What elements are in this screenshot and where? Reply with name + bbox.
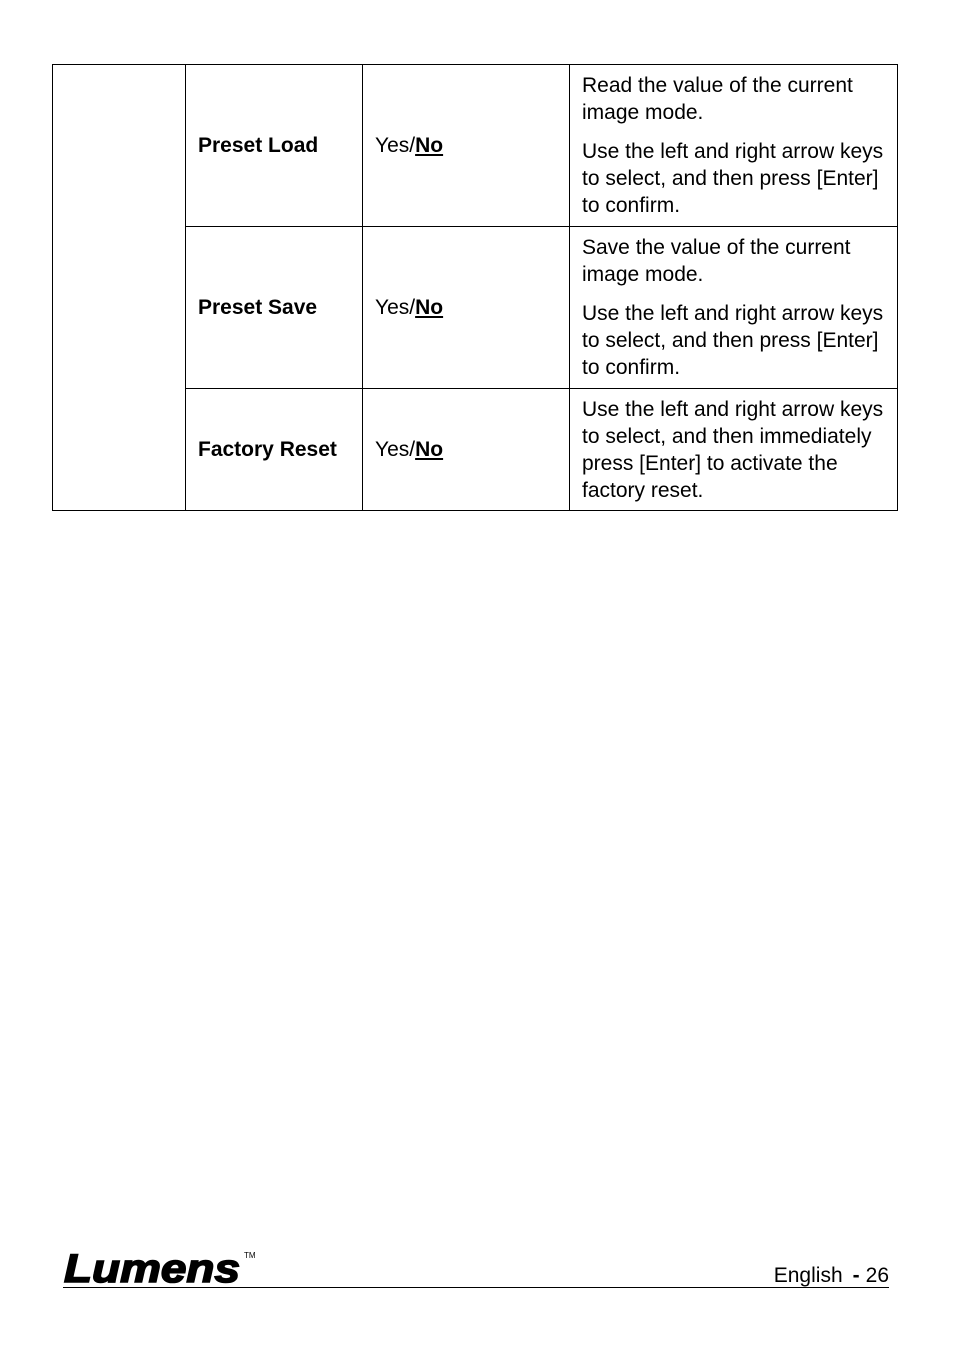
setting-description (570, 389, 898, 511)
logo-wordmark: Lumens (64, 1247, 240, 1288)
setting-options (363, 65, 570, 227)
option-yes: Yes/ (375, 134, 416, 157)
page-number: 26 (865, 1264, 889, 1287)
setting-name: Preset Load (186, 65, 363, 227)
table-row-preset-load (53, 65, 898, 227)
lumens-logo (62, 1243, 262, 1288)
group-cell (53, 65, 186, 511)
setting-description (570, 65, 898, 227)
option-yes: Yes/ (375, 438, 416, 461)
footer-language: English (773, 1264, 843, 1287)
option-no-default: No (415, 296, 444, 319)
option-yes: Yes/ (375, 296, 416, 319)
setting-name: Preset Save (186, 227, 363, 389)
setting-name: Factory Reset (186, 389, 363, 511)
setting-description (570, 227, 898, 389)
description-line: Read the value of the current image mode. (582, 74, 853, 124)
settings-table (52, 64, 898, 511)
page-footer (774, 1263, 889, 1289)
footer-separator: - (852, 1264, 860, 1287)
description-line: Save the value of the current image mode. (582, 236, 851, 286)
option-no-default: No (415, 438, 444, 461)
footer-rule (63, 1287, 889, 1288)
setting-options (363, 389, 570, 511)
description-line: Use the left and right arrow keys to select, and then press [Enter] to confirm. (582, 302, 884, 379)
setting-options (363, 227, 570, 389)
description-line: Use the left and right arrow keys to select, and then immediately press [Enter] to activate the factory reset. (582, 397, 884, 502)
logo-trademark: TM (244, 1251, 256, 1260)
option-no-default: No (415, 134, 444, 157)
description-line: Use the left and right arrow keys to select, and then press [Enter] to confirm. (582, 140, 884, 217)
